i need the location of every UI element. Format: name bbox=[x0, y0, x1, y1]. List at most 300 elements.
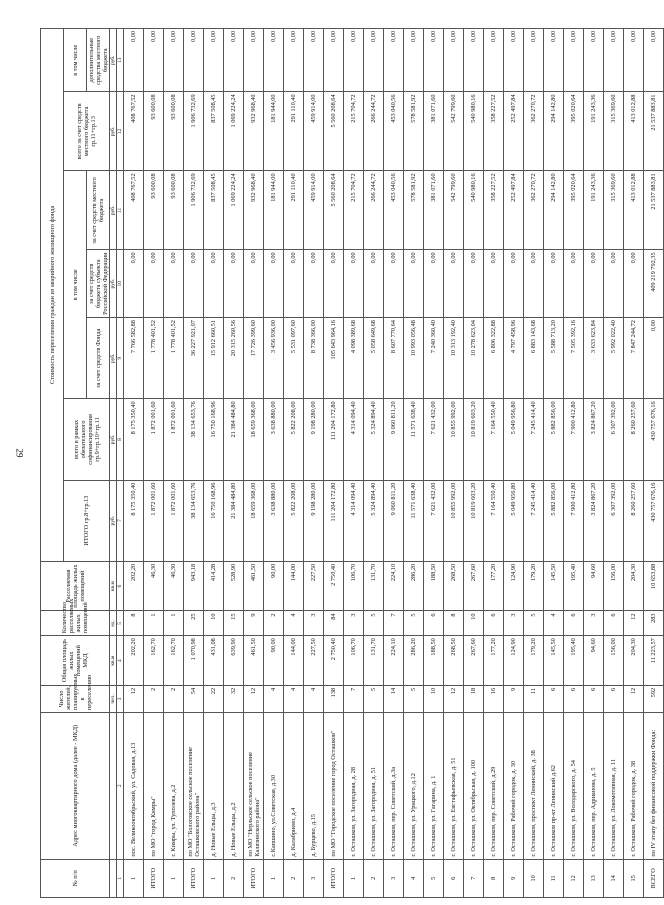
cell-c: 6 bbox=[424, 611, 444, 636]
cell-lt: 315 369,60 bbox=[604, 92, 624, 171]
cell-a: г. Осташков, проспект Ленинский, д. 38 bbox=[524, 712, 544, 859]
column-number-cell: 8 bbox=[117, 399, 124, 480]
cell-ad: 0,00 bbox=[344, 29, 364, 92]
cell-l: 291 110,40 bbox=[284, 171, 304, 250]
table-row bbox=[184, 29, 204, 898]
cell-ar: 267,60 bbox=[464, 561, 484, 611]
cell-r: 138 bbox=[324, 685, 344, 712]
cell-ar: 188,50 bbox=[424, 561, 444, 611]
cell-n: 11 bbox=[544, 859, 564, 897]
cell-it: 10 855 992,00 bbox=[444, 480, 464, 561]
column-number-cell: 4 bbox=[117, 636, 124, 686]
cell-s: 0,00 bbox=[524, 250, 544, 318]
cell-at: 179,20 bbox=[524, 636, 544, 686]
cell-s: 0,00 bbox=[224, 250, 244, 318]
cell-l: 93 600,08 bbox=[144, 171, 164, 250]
cell-s: 0,00 bbox=[424, 250, 444, 318]
cell-w: 9 060 811,20 bbox=[384, 399, 404, 480]
cell-at: 177,20 bbox=[484, 636, 504, 686]
table-row bbox=[644, 29, 664, 898]
cell-w: 8 260 257,60 bbox=[624, 399, 644, 480]
cell-at: 144,00 bbox=[284, 636, 304, 686]
cell-n: 2 bbox=[284, 859, 304, 897]
cell-at: 145,50 bbox=[544, 636, 564, 686]
cell-w: 38 134 653,76 bbox=[184, 399, 204, 480]
cell-w: 7 621 432,00 bbox=[424, 399, 444, 480]
header-local: за счет средств местного бюджета bbox=[87, 171, 110, 250]
cell-r: 4 bbox=[304, 685, 324, 712]
cell-ar: 414,28 bbox=[204, 561, 224, 611]
cell-c: 7 bbox=[384, 611, 404, 636]
cell-at: 188,50 bbox=[424, 636, 444, 686]
cell-f: 6 883 143,68 bbox=[524, 318, 544, 399]
units-row bbox=[110, 29, 117, 898]
cell-it: 3 824 867,20 bbox=[584, 480, 604, 561]
cell-it: 1 872 001,60 bbox=[164, 480, 184, 561]
cell-w: 11 571 638,40 bbox=[404, 399, 424, 480]
cell-s: 0,00 bbox=[344, 250, 364, 318]
unit-cell: ед. bbox=[110, 611, 117, 636]
cell-f: 7 847 244,72 bbox=[624, 318, 644, 399]
table-row bbox=[204, 29, 224, 898]
cell-f: 15 912 660,51 bbox=[204, 318, 224, 399]
cell-f: 17 726 399,60 bbox=[244, 318, 264, 399]
cell-ar: 286,20 bbox=[404, 561, 424, 611]
cell-ad: 0,00 bbox=[484, 29, 504, 92]
column-number-cell: 1 bbox=[117, 859, 124, 897]
cell-c: 3 bbox=[304, 611, 324, 636]
cell-l: 837 508,45 bbox=[204, 171, 224, 250]
cell-lt: 837 508,45 bbox=[204, 92, 224, 171]
table-row bbox=[344, 29, 364, 898]
cell-ar: 204,30 bbox=[624, 561, 644, 611]
cell-f: 3 633 623,84 bbox=[584, 318, 604, 399]
cell-a: г. Осташков, Рабочий городок, д. 38 bbox=[624, 712, 644, 859]
cell-it: 10 819 603,20 bbox=[464, 480, 484, 561]
cell-s: 0,00 bbox=[184, 250, 204, 318]
cell-l: 1 069 224,24 bbox=[224, 171, 244, 250]
cell-r: 4 bbox=[284, 685, 304, 712]
cell-lt: 358 227,52 bbox=[484, 92, 504, 171]
cell-n: 2 bbox=[224, 859, 244, 897]
header-additional: дополнительные средства местного бюджета bbox=[87, 29, 110, 92]
cell-c: 4 bbox=[544, 611, 564, 636]
cell-n: 9 bbox=[504, 859, 524, 897]
cell-r: 6 bbox=[584, 685, 604, 712]
header-area-total: Общая площадь жилых помещений МКД bbox=[41, 636, 110, 686]
cell-it: 7 900 412,80 bbox=[564, 480, 584, 561]
cell-ad: 0,00 bbox=[444, 29, 464, 92]
cell-it: 7 164 550,40 bbox=[484, 480, 504, 561]
cell-l: 540 980,16 bbox=[464, 171, 484, 250]
cell-ad: 0,00 bbox=[524, 29, 544, 92]
column-number-cell: 12 bbox=[117, 92, 124, 171]
cell-it: 21 384 484,80 bbox=[224, 480, 244, 561]
cell-n: 1 bbox=[264, 859, 284, 897]
table-row bbox=[504, 29, 524, 898]
cell-at: 156,00 bbox=[604, 636, 624, 686]
cell-at: 11 223,57 bbox=[644, 636, 664, 686]
cell-at: 162,70 bbox=[164, 636, 184, 686]
cell-lt: 93 600,08 bbox=[144, 92, 164, 171]
cell-ar: 144,00 bbox=[284, 561, 304, 611]
cell-s: 0,00 bbox=[384, 250, 404, 318]
cell-r: 6 bbox=[604, 685, 624, 712]
cell-it: 7 245 414,40 bbox=[524, 480, 544, 561]
cell-lt: 932 968,40 bbox=[244, 92, 264, 171]
cell-s: 409 219 792,35 bbox=[644, 250, 664, 318]
cell-s: 0,00 bbox=[584, 250, 604, 318]
cell-f: 8 738 366,00 bbox=[304, 318, 324, 399]
cell-r: 9 bbox=[504, 685, 524, 712]
cell-a: г. Осташков пр-кт Ленинский д.62 bbox=[544, 712, 564, 859]
cell-ad: 0,00 bbox=[184, 29, 204, 92]
cell-r: 12 bbox=[124, 685, 144, 712]
cell-ar: 179,20 bbox=[524, 561, 544, 611]
column-number-cell: 6 bbox=[117, 561, 124, 611]
cell-lt: 459 914,00 bbox=[304, 92, 324, 171]
cell-ad: 0,00 bbox=[464, 29, 484, 92]
cell-it: 38 134 653,76 bbox=[184, 480, 204, 561]
cell-c: 12 bbox=[624, 611, 644, 636]
cell-it: 11 571 638,40 bbox=[404, 480, 424, 561]
cell-r: 18 bbox=[464, 685, 484, 712]
cell-a: по МО "Бологовское сельское поселение Осташковского района" bbox=[184, 712, 204, 859]
cell-lt: 215 704,72 bbox=[344, 92, 364, 171]
cell-at: 268,50 bbox=[444, 636, 464, 686]
cell-l: 21 537 883,81 bbox=[644, 171, 664, 250]
cell-l: 181 944,00 bbox=[264, 171, 284, 250]
cell-s: 0,00 bbox=[564, 250, 584, 318]
cell-lt: 578 581,92 bbox=[404, 92, 424, 171]
cell-ar: 224,10 bbox=[384, 561, 404, 611]
cell-c: 1 bbox=[144, 611, 164, 636]
cell-s: 0,00 bbox=[324, 250, 344, 318]
cell-lt: 540 980,16 bbox=[464, 92, 484, 171]
cell-lt: 252 497,84 bbox=[504, 92, 524, 171]
cell-s: 0,00 bbox=[624, 250, 644, 318]
rotated-table-container bbox=[40, 28, 657, 898]
unit-cell: руб. bbox=[110, 92, 117, 171]
cell-l: 315 369,60 bbox=[604, 171, 624, 250]
cell-c: 25 bbox=[184, 611, 204, 636]
header-itogo: ИТОГО гр.8+гр.13 bbox=[64, 480, 110, 561]
cell-at: 461,50 bbox=[244, 636, 264, 686]
cell-r: 5 bbox=[364, 685, 384, 712]
cell-n: ИТОГО bbox=[324, 859, 344, 897]
cell-ar: 2 750,40 bbox=[324, 561, 344, 611]
cell-at: 195,40 bbox=[564, 636, 584, 686]
cell-ad: 0,00 bbox=[204, 29, 224, 92]
cell-l: 5 560 208,64 bbox=[324, 171, 344, 250]
resettlement-table bbox=[40, 28, 664, 898]
cell-c: 1 bbox=[164, 611, 184, 636]
cell-a: по IV этапу без финансовой поддержки Фонда: bbox=[644, 712, 664, 859]
unit-cell bbox=[110, 859, 117, 897]
cell-at: 286,20 bbox=[404, 636, 424, 686]
table-row bbox=[404, 29, 424, 898]
header-num: № п/п bbox=[41, 859, 110, 897]
cell-lt: 542 799,60 bbox=[444, 92, 464, 171]
cell-c: 10 bbox=[464, 611, 484, 636]
cell-l: 932 968,40 bbox=[244, 171, 264, 250]
cell-c: 283 bbox=[644, 611, 664, 636]
cell-n: 2 bbox=[364, 859, 384, 897]
cell-ad: 0,00 bbox=[264, 29, 284, 92]
header-local-total: всего за счет средств местного бюджета гр.11+гр.13 bbox=[64, 92, 110, 171]
cell-c: 5 bbox=[404, 611, 424, 636]
cell-lt: 395 020,64 bbox=[564, 92, 584, 171]
unit-cell: руб. bbox=[110, 399, 117, 480]
unit-cell: руб. bbox=[110, 250, 117, 318]
cell-ar: 227,50 bbox=[304, 561, 324, 611]
table-row bbox=[224, 29, 244, 898]
cell-a: пос. Великооктябрьский, ул. Садовая, д.13 bbox=[124, 712, 144, 859]
cell-ad: 0,00 bbox=[144, 29, 164, 92]
cell-s: 0,00 bbox=[284, 250, 304, 318]
cell-it: 1 872 001,60 bbox=[144, 480, 164, 561]
cell-f: 5 588 713,20 bbox=[544, 318, 564, 399]
cell-lt: 381 071,60 bbox=[424, 92, 444, 171]
cell-w: 1 872 001,60 bbox=[164, 399, 184, 480]
cell-lt: 413 012,88 bbox=[624, 92, 644, 171]
cell-l: 294 142,80 bbox=[544, 171, 564, 250]
cell-f: 7 240 360,40 bbox=[424, 318, 444, 399]
table-row bbox=[284, 29, 304, 898]
cell-at: 639,90 bbox=[224, 636, 244, 686]
cell-c: 84 bbox=[324, 611, 344, 636]
cell-s: 0,00 bbox=[144, 250, 164, 318]
cell-l: 93 600,08 bbox=[164, 171, 184, 250]
table-row bbox=[464, 29, 484, 898]
cell-ad: 0,00 bbox=[164, 29, 184, 92]
column-number-cell: 7 bbox=[117, 480, 124, 561]
cell-at: 106,70 bbox=[344, 636, 364, 686]
cell-at: 131,70 bbox=[364, 636, 384, 686]
table-row bbox=[544, 29, 564, 898]
cell-l: 252 497,84 bbox=[504, 171, 524, 250]
cell-it: 3 638 880,00 bbox=[264, 480, 284, 561]
cell-w: 10 855 992,00 bbox=[444, 399, 464, 480]
cell-l: 358 227,52 bbox=[484, 171, 504, 250]
table-row bbox=[624, 29, 644, 898]
cell-r: 592 bbox=[644, 685, 664, 712]
cell-r: 7 bbox=[344, 685, 364, 712]
cell-it: 5 882 856,00 bbox=[544, 480, 564, 561]
cell-n: 3 bbox=[304, 859, 324, 897]
cell-l: 408 767,52 bbox=[124, 171, 144, 250]
cell-lt: 93 600,08 bbox=[164, 92, 184, 171]
cell-a: д. Калабриево, д.4 bbox=[284, 712, 304, 859]
header-address: Адрес многоквартирного дома (далее - МКД) bbox=[41, 712, 110, 859]
cell-lt: 362 270,72 bbox=[524, 92, 544, 171]
column-numbers-row bbox=[117, 29, 124, 898]
cell-a: г. Осташков, ул. Локомотивная, д. 11 bbox=[604, 712, 624, 859]
cell-w: 7 245 414,40 bbox=[524, 399, 544, 480]
cell-n: 5 bbox=[424, 859, 444, 897]
cell-w: 7 164 550,40 bbox=[484, 399, 504, 480]
cell-n: 4 bbox=[404, 859, 424, 897]
cell-ar: 461,50 bbox=[244, 561, 264, 611]
cell-n: 1 bbox=[124, 859, 144, 897]
cell-n: ИТОГО bbox=[244, 859, 264, 897]
cell-at: 267,60 bbox=[464, 636, 484, 686]
cell-n: 15 bbox=[624, 859, 644, 897]
table-row bbox=[144, 29, 164, 898]
cell-at: 224,10 bbox=[384, 636, 404, 686]
cell-at: 94,60 bbox=[584, 636, 604, 686]
table-row bbox=[564, 29, 584, 898]
table-row bbox=[244, 29, 264, 898]
cell-w: 6 307 392,00 bbox=[604, 399, 624, 480]
cell-c: 15 bbox=[224, 611, 244, 636]
unit-cell: руб. bbox=[110, 29, 117, 92]
header-residents: Число жителей, планируемых к переселению bbox=[41, 685, 110, 712]
column-number-cell: 3 bbox=[117, 685, 124, 712]
cell-n: ИТОГО bbox=[144, 859, 164, 897]
table-row bbox=[524, 29, 544, 898]
cell-ar: 528,90 bbox=[224, 561, 244, 611]
table-row bbox=[264, 29, 284, 898]
cell-a: г. Осташков, ул. Загородная, д. 51 bbox=[364, 712, 384, 859]
cell-c: 6 bbox=[564, 611, 584, 636]
cell-w: 111 204 172,80 bbox=[324, 399, 344, 480]
cell-s: 0,00 bbox=[244, 250, 264, 318]
cell-r: 4 bbox=[264, 685, 284, 712]
cell-at: 90,00 bbox=[264, 636, 284, 686]
cell-a: д. Новые Ельцы, д.3 bbox=[204, 712, 224, 859]
cell-w: 1 872 001,60 bbox=[144, 399, 164, 480]
cell-f: 7 505 392,16 bbox=[564, 318, 584, 399]
cell-ar: 106,70 bbox=[344, 561, 364, 611]
cell-l: 459 914,00 bbox=[304, 171, 324, 250]
cell-s: 0,00 bbox=[444, 250, 464, 318]
cell-s: 0,00 bbox=[364, 250, 384, 318]
table-row bbox=[584, 29, 604, 898]
cell-s: 0,00 bbox=[484, 250, 504, 318]
cell-f: 5 531 097,60 bbox=[284, 318, 304, 399]
cell-ad: 0,00 bbox=[364, 29, 384, 92]
cell-w: 9 198 280,00 bbox=[304, 399, 324, 480]
cell-ar: 268,50 bbox=[444, 561, 464, 611]
cell-ad: 0,00 bbox=[124, 29, 144, 92]
header-subject: за счет средств бюджета субъекта Российской Федерации bbox=[87, 250, 110, 318]
cell-l: 266 244,72 bbox=[364, 171, 384, 250]
cell-c: 5 bbox=[524, 611, 544, 636]
cell-n: 12 bbox=[564, 859, 584, 897]
unit-cell: кв.м bbox=[110, 636, 117, 686]
cell-f: 10 313 192,40 bbox=[444, 318, 464, 399]
cell-s: 0,00 bbox=[504, 250, 524, 318]
cell-w: 16 750 168,96 bbox=[204, 399, 224, 480]
cell-c: 3 bbox=[344, 611, 364, 636]
cell-r: 22 bbox=[204, 685, 224, 712]
cell-w: 3 638 880,00 bbox=[264, 399, 284, 480]
cell-r: 12 bbox=[244, 685, 264, 712]
cell-s: 0,00 bbox=[464, 250, 484, 318]
table-row bbox=[604, 29, 624, 898]
table-body bbox=[124, 29, 664, 898]
table-row bbox=[324, 29, 344, 898]
cell-ad: 0,00 bbox=[324, 29, 344, 92]
cell-it: 5 049 956,80 bbox=[504, 480, 524, 561]
cell-c: 6 bbox=[604, 611, 624, 636]
cell-ar: 145,50 bbox=[544, 561, 564, 611]
cell-ad: 0,00 bbox=[304, 29, 324, 92]
cell-it: 9 198 280,00 bbox=[304, 480, 324, 561]
cell-ar: 10 653,88 bbox=[644, 561, 664, 611]
cell-ad: 0,00 bbox=[644, 29, 664, 92]
cell-s: 0,00 bbox=[404, 250, 424, 318]
header-in-that: в том числе bbox=[64, 171, 87, 399]
header-count: Количество расселяемых жилых помещений bbox=[41, 611, 110, 636]
table-row bbox=[164, 29, 184, 898]
column-number-cell: 13 bbox=[117, 29, 124, 92]
cell-w: 4 314 094,40 bbox=[344, 399, 364, 480]
cell-r: 6 bbox=[544, 685, 564, 712]
header-area-resettled: Расселяемая площадь жилых помещений bbox=[41, 561, 110, 611]
page-number: 29 bbox=[14, 448, 24, 457]
cell-r: 16 bbox=[484, 685, 504, 712]
cell-it: 430 757 676,16 bbox=[644, 480, 664, 561]
cell-a: д. Новые Ельцы, д.2 bbox=[224, 712, 244, 859]
cell-s: 0,00 bbox=[204, 250, 224, 318]
cell-f: 1 778 401,52 bbox=[164, 318, 184, 399]
cell-lt: 291 110,40 bbox=[284, 92, 304, 171]
cell-n: 10 bbox=[524, 859, 544, 897]
cell-f: 6 806 322,88 bbox=[484, 318, 504, 399]
cell-r: 32 bbox=[224, 685, 244, 712]
cell-at: 227,50 bbox=[304, 636, 324, 686]
cell-c: 9 bbox=[244, 611, 264, 636]
cell-ad: 0,00 bbox=[504, 29, 524, 92]
cell-s: 0,00 bbox=[604, 250, 624, 318]
cell-a: г. Осташков, Рабочий городок, д. 30 bbox=[504, 712, 524, 859]
cell-n: 1 bbox=[164, 859, 184, 897]
table-row bbox=[304, 29, 324, 898]
cell-at: 162,70 bbox=[144, 636, 164, 686]
cell-ar: 94,60 bbox=[584, 561, 604, 611]
cell-c: 6 bbox=[484, 611, 504, 636]
cell-lt: 453 040,56 bbox=[384, 92, 404, 171]
cell-c: 3 bbox=[584, 611, 604, 636]
cell-lt: 1 069 224,24 bbox=[224, 92, 244, 171]
cell-ar: 195,40 bbox=[564, 561, 584, 611]
cell-c: 2 bbox=[264, 611, 284, 636]
cell-ad: 0,00 bbox=[284, 29, 304, 92]
cell-at: 124,90 bbox=[504, 636, 524, 686]
cell-r: 54 bbox=[184, 685, 204, 712]
cell-at: 431,08 bbox=[204, 636, 224, 686]
cell-c: 8 bbox=[124, 611, 144, 636]
cell-w: 18 659 368,00 bbox=[244, 399, 264, 480]
cell-it: 111 204 172,80 bbox=[324, 480, 344, 561]
cell-f: 8 607 770,64 bbox=[384, 318, 404, 399]
cell-c: 10 bbox=[204, 611, 224, 636]
cell-f: 4 797 458,96 bbox=[504, 318, 524, 399]
cell-f: 36 227 921,07 bbox=[184, 318, 204, 399]
cell-l: 413 012,88 bbox=[624, 171, 644, 250]
cell-at: 202,20 bbox=[124, 636, 144, 686]
cell-n: ИТОГО bbox=[184, 859, 204, 897]
cell-w: 7 900 412,80 bbox=[564, 399, 584, 480]
cell-ar: 90,00 bbox=[264, 561, 284, 611]
cell-ad: 0,00 bbox=[544, 29, 564, 92]
cell-n: 13 bbox=[584, 859, 604, 897]
table-row bbox=[484, 29, 504, 898]
cell-l: 381 071,60 bbox=[424, 171, 444, 250]
cell-lt: 266 244,72 bbox=[364, 92, 384, 171]
